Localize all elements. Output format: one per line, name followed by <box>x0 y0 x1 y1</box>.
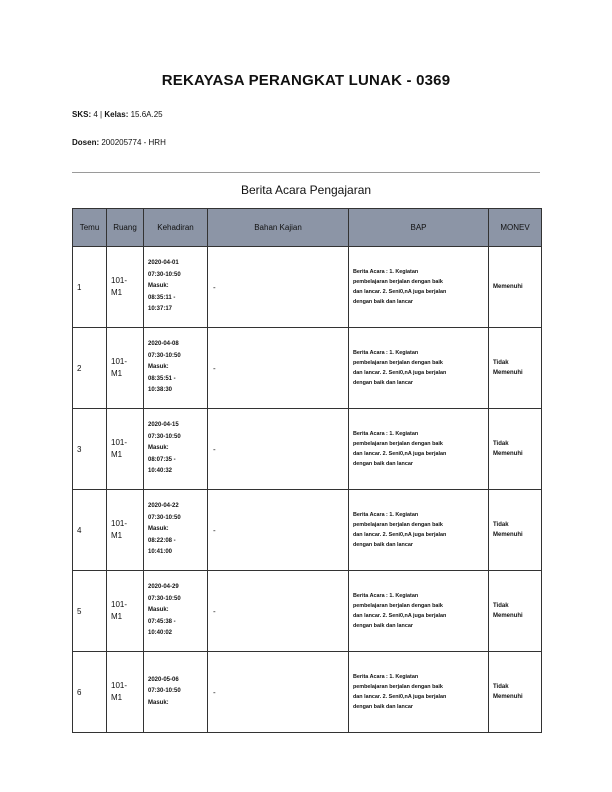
kehadiran-line: Masuk: <box>148 445 169 452</box>
kehadiran-line: 10:41:00 <box>148 549 173 556</box>
bap-line: pembelajaran berjalan dengan baik <box>353 279 443 285</box>
kehadiran-line: 08:35:11 - <box>148 294 176 301</box>
monev-line: Memenuhi <box>493 451 523 457</box>
kehadiran-line: 2020-05-06 <box>148 676 179 683</box>
kehadiran-line: Masuk: <box>148 526 169 533</box>
kehadiran-line: 2020-04-15 <box>148 422 179 429</box>
bap-line: Berita Acara : 1. Kegiatan <box>353 512 419 518</box>
bap-line: pembelajaran berjalan dengan baik <box>353 522 443 528</box>
ruang-line: M1 <box>111 288 123 297</box>
cell-temu: 2 <box>73 328 107 409</box>
bap-line: pembelajaran berjalan dengan baik <box>353 603 443 609</box>
kehadiran-line: 08:07:35 - <box>148 456 176 463</box>
cell-bahan-kajian: - <box>208 328 349 409</box>
kehadiran-line: 2020-04-08 <box>148 341 179 348</box>
cell-bahan-kajian: - <box>208 571 349 652</box>
kehadiran-line: Masuk: <box>148 364 169 371</box>
bap-line: dengan baik dan lancar <box>353 380 413 386</box>
kehadiran-line: 10:37:17 <box>148 306 173 313</box>
cell-monev <box>489 247 542 328</box>
cell-bap <box>349 652 489 733</box>
kehadiran-line: 2020-04-01 <box>148 260 179 267</box>
kehadiran-line: 10:38:30 <box>148 387 173 394</box>
cell-ruang <box>107 328 144 409</box>
header-temu: Temu <box>73 209 107 247</box>
header-kehadiran: Kehadiran <box>144 209 208 247</box>
monev-line: Memenuhi <box>493 284 523 290</box>
cell-bap <box>349 409 489 490</box>
monev-line: Tidak <box>493 603 509 609</box>
kehadiran-line: 07:45:38 - <box>148 618 176 625</box>
table-row <box>73 571 542 652</box>
cell-bap <box>349 490 489 571</box>
bap-line: dengan baik dan lancar <box>353 461 413 467</box>
dosen-label: Dosen: <box>72 138 100 147</box>
cell-temu: 4 <box>73 490 107 571</box>
cell-kehadiran <box>144 247 208 328</box>
monev-line: Tidak <box>493 522 509 528</box>
cell-bahan-kajian: - <box>208 409 349 490</box>
table-row <box>73 652 542 733</box>
ruang-line: 101- <box>111 600 128 609</box>
kehadiran-line: 08:35:51 - <box>148 375 176 382</box>
ruang-line: M1 <box>111 531 123 540</box>
cell-temu: 6 <box>73 652 107 733</box>
cell-ruang <box>107 571 144 652</box>
cell-kehadiran <box>144 652 208 733</box>
ruang-line: M1 <box>111 369 123 378</box>
monev-line: Memenuhi <box>493 613 523 619</box>
bap-line: Berita Acara : 1. Kegiatan <box>353 593 419 599</box>
cell-ruang <box>107 490 144 571</box>
cell-temu: 5 <box>73 571 107 652</box>
cell-bap <box>349 328 489 409</box>
cell-bap <box>349 571 489 652</box>
cell-kehadiran <box>144 571 208 652</box>
ruang-line: M1 <box>111 612 123 621</box>
kelas-label: Kelas: <box>104 110 129 119</box>
kehadiran-line: 2020-04-22 <box>148 503 179 510</box>
sks-label: SKS: <box>72 110 92 119</box>
bap-line: dengan baik dan lancar <box>353 542 413 548</box>
divider <box>72 172 540 173</box>
ruang-line: 101- <box>111 519 128 528</box>
kehadiran-line: Masuk: <box>148 699 169 706</box>
kehadiran-line: Masuk: <box>148 283 169 290</box>
monev-line: Memenuhi <box>493 694 523 700</box>
bap-line: Berita Acara : 1. Kegiatan <box>353 269 419 275</box>
course-meta <box>72 110 163 119</box>
ruang-line: M1 <box>111 693 123 702</box>
cell-temu: 3 <box>73 409 107 490</box>
header-bahan-kajian: Bahan Kajian <box>208 209 349 247</box>
kehadiran-line: 07:30-10:50 <box>148 595 181 602</box>
monev-line: Memenuhi <box>493 370 523 376</box>
table-header-row <box>73 209 542 247</box>
monev-line: Tidak <box>493 360 509 366</box>
kehadiran-line: 07:30-10:50 <box>148 352 181 359</box>
section-title: Berita Acara Pengajaran <box>240 183 372 197</box>
cell-monev <box>489 490 542 571</box>
header-bap: BAP <box>349 209 489 247</box>
dosen-value: 200205774 - HRH <box>101 138 166 147</box>
bap-line: Berita Acara : 1. Kegiatan <box>353 674 419 680</box>
cell-monev <box>489 328 542 409</box>
bap-line: dan lancar. 2. Seni0,nA juga berjalan <box>353 694 447 700</box>
ruang-line: 101- <box>111 276 128 285</box>
kehadiran-line: 10:40:02 <box>148 630 173 637</box>
ruang-line: 101- <box>111 357 128 366</box>
bap-line: pembelajaran berjalan dengan baik <box>353 441 443 447</box>
bap-table <box>72 208 542 733</box>
kehadiran-line: 10:40:32 <box>148 468 173 475</box>
cell-kehadiran <box>144 409 208 490</box>
bap-line: dengan baik dan lancar <box>353 704 413 710</box>
cell-kehadiran <box>144 490 208 571</box>
bap-line: Berita Acara : 1. Kegiatan <box>353 350 419 356</box>
monev-line: Memenuhi <box>493 532 523 538</box>
header-ruang: Ruang <box>107 209 144 247</box>
bap-line: dan lancar. 2. Seni0,nA juga berjalan <box>353 532 447 538</box>
cell-bahan-kajian: - <box>208 652 349 733</box>
table-row <box>73 328 542 409</box>
cell-monev <box>489 652 542 733</box>
ruang-line: 101- <box>111 681 128 690</box>
monev-line: Tidak <box>493 441 509 447</box>
monev-line: Tidak <box>493 684 509 690</box>
table-row <box>73 409 542 490</box>
header-monev: MONEV <box>489 209 542 247</box>
bap-line: dengan baik dan lancar <box>353 623 413 629</box>
kehadiran-line: 08:22:08 - <box>148 537 176 544</box>
bap-line: pembelajaran berjalan dengan baik <box>353 684 443 690</box>
cell-ruang <box>107 652 144 733</box>
cell-bahan-kajian: - <box>208 490 349 571</box>
page-title: REKAYASA PERANGKAT LUNAK - 0369 <box>161 72 451 89</box>
cell-kehadiran <box>144 328 208 409</box>
cell-monev <box>489 409 542 490</box>
bap-line: Berita Acara : 1. Kegiatan <box>353 431 419 437</box>
ruang-line: 101- <box>111 438 128 447</box>
kelas-value: 15.6A.25 <box>130 110 163 119</box>
bap-line: dan lancar. 2. Seni0,nA juga berjalan <box>353 613 447 619</box>
table-row <box>73 247 542 328</box>
bap-line: dan lancar. 2. Seni0,nA juga berjalan <box>353 289 447 295</box>
bap-line: dan lancar. 2. Seni0,nA juga berjalan <box>353 451 447 457</box>
kehadiran-line: 07:30-10:50 <box>148 271 181 278</box>
kehadiran-line: 07:30-10:50 <box>148 514 181 521</box>
kehadiran-line: 07:30-10:50 <box>148 433 181 440</box>
lecturer-meta <box>72 138 166 147</box>
cell-bap <box>349 247 489 328</box>
kehadiran-line: Masuk: <box>148 607 169 614</box>
table-row <box>73 490 542 571</box>
kehadiran-line: 2020-04-29 <box>148 584 179 591</box>
cell-monev <box>489 571 542 652</box>
bap-line: dan lancar. 2. Seni0,nA juga berjalan <box>353 370 447 376</box>
kehadiran-line: 07:30-10:50 <box>148 688 181 695</box>
bap-line: pembelajaran berjalan dengan baik <box>353 360 443 366</box>
cell-ruang <box>107 409 144 490</box>
cell-ruang <box>107 247 144 328</box>
bap-line: dengan baik dan lancar <box>353 299 413 305</box>
cell-temu: 1 <box>73 247 107 328</box>
cell-bahan-kajian: - <box>208 247 349 328</box>
sks-value: 4 | <box>93 110 103 119</box>
ruang-line: M1 <box>111 450 123 459</box>
